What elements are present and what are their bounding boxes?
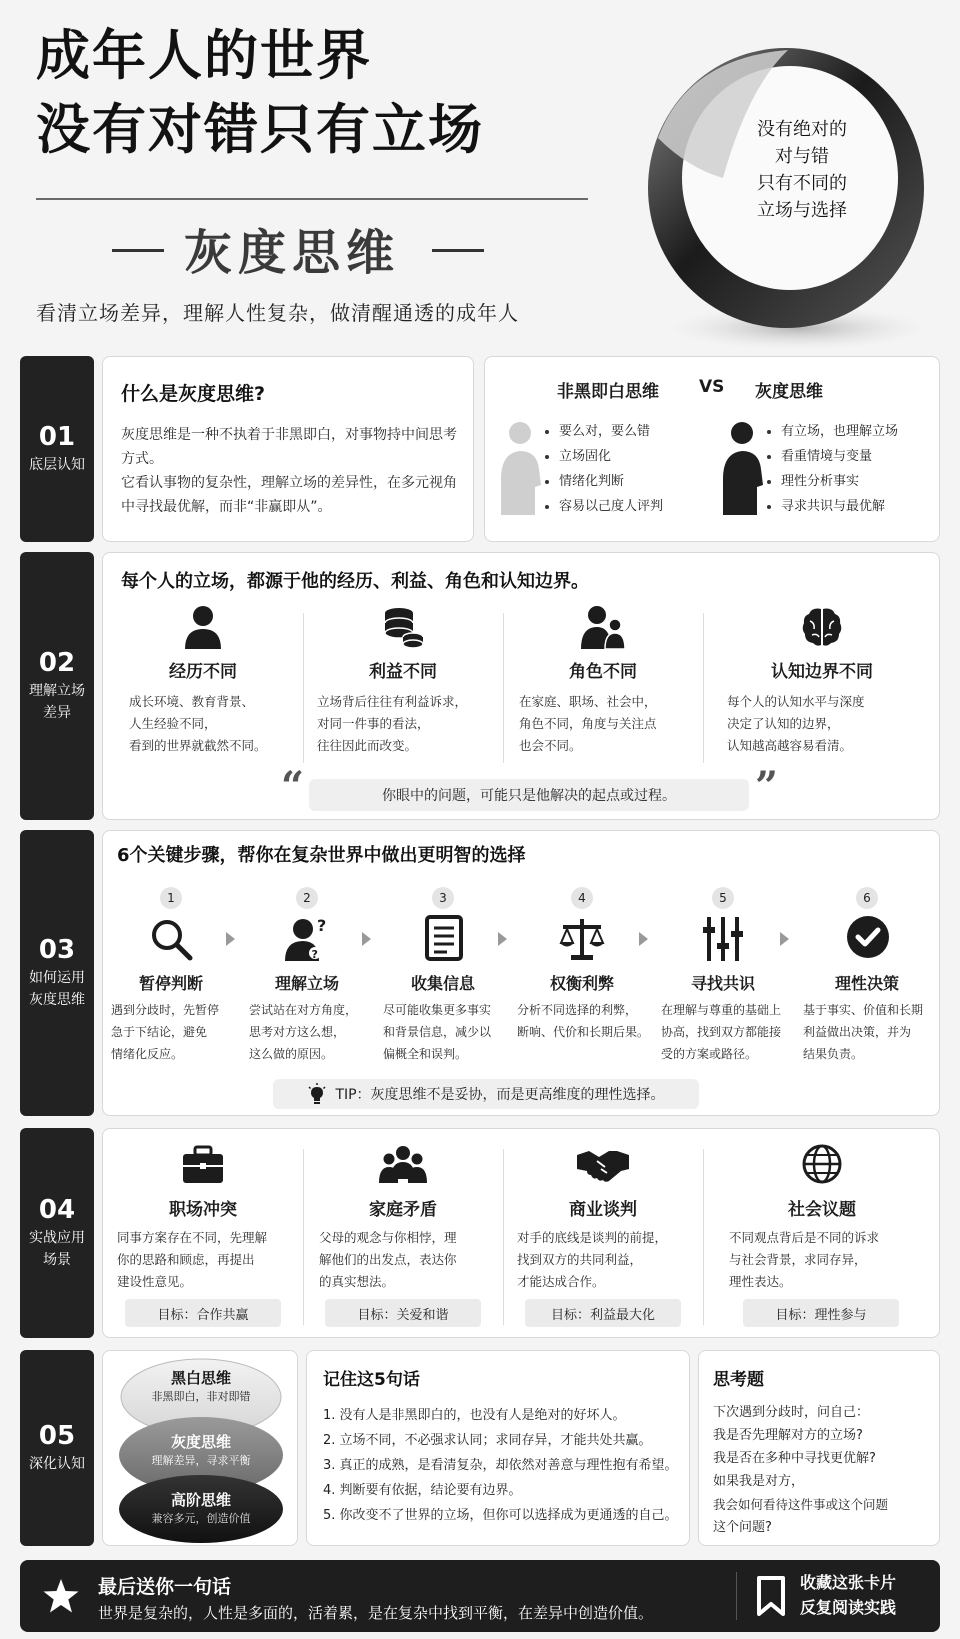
card-title: 记住这5句话 xyxy=(323,1370,420,1390)
card-title: 思考题 xyxy=(713,1370,764,1390)
reflection-questions: 下次遇到分歧时，问自己： 我是否先理解对方的立场? 我是否在多种中寻找更优解? 如果我是对方， 我会如何看待这件事或这个问题 这个问题? xyxy=(713,1405,889,1535)
step-arrow-icon xyxy=(362,932,371,946)
black-white-list xyxy=(545,419,663,519)
person-icon xyxy=(183,605,223,649)
scenario-desc: 不同观点背后是不同的诉求 与社会背景，求同存异， 理性表达。 xyxy=(729,1230,880,1289)
level-gray: 灰度思维 理解差异，寻求平衡 xyxy=(151,1433,251,1467)
list-item: 3. 真正的成熟，是看清复杂，却依然对善意与理性抱有希望。 xyxy=(323,1458,678,1473)
person-light-icon xyxy=(497,419,543,515)
reason-column xyxy=(503,605,703,765)
close-quote-icon: ” xyxy=(755,763,779,810)
bookmark-icon xyxy=(756,1576,786,1616)
thinking-levels-card xyxy=(102,1350,298,1546)
step-desc: 遇到分歧时，先暂停 急于下结论，避免 情绪化反应。 xyxy=(111,1003,220,1061)
list-item: 4. 判断要有依据，结论要有边界。 xyxy=(323,1483,522,1498)
section-name: 灰度思维 xyxy=(29,991,85,1008)
step-item xyxy=(653,887,793,1067)
list-item: 情绪化判断 xyxy=(545,469,663,494)
tip-text: TIP：灰度思维不是妥协，而是更高维度的理性选择。 xyxy=(335,1087,665,1103)
section-05-label xyxy=(20,1350,94,1546)
section-name: 场景 xyxy=(43,1251,71,1268)
scenario-title: 社会议题 xyxy=(788,1200,856,1220)
ring-quote-line: 只有不同的 xyxy=(757,173,847,194)
ring-quote-line: 立场与选择 xyxy=(757,200,847,221)
list-item: 理性分析事实 xyxy=(767,469,898,494)
list-item: 有立场，也理解立场 xyxy=(767,419,898,444)
scenario-desc: 同事方案存在不同，先理解 你的思路和顾虑，再提出 建设性意见。 xyxy=(117,1230,268,1289)
section-number: 04 xyxy=(38,1195,76,1226)
lightbulb-icon xyxy=(307,1083,327,1105)
reason-column xyxy=(303,605,503,765)
step-number: 2 xyxy=(296,887,318,909)
footer-quote: 世界是复杂的，人性是多面的，活着累，是在复杂中找到平衡，在差异中创造价值。 xyxy=(98,1604,654,1622)
section-number: 02 xyxy=(38,648,76,679)
level-black-white: 黑白思维 非黑即白，非对即错 xyxy=(151,1369,251,1403)
quote-bar: 你眼中的问题，可能只是他解决的起点或过程。 xyxy=(309,779,749,811)
handshake-icon xyxy=(577,1147,629,1183)
comparison-card xyxy=(484,356,940,542)
open-quote-icon: “ xyxy=(281,763,305,810)
reason-column xyxy=(703,605,941,765)
reason-desc: 每个人的认知水平与深度 决定了认知的边界， 认知越高越容易看清。 xyxy=(727,694,865,753)
person-question-icon xyxy=(285,917,329,961)
step-desc: 尽可能收集更多事实 和背景信息，减少以 偏概全和误判。 xyxy=(383,1003,492,1061)
vs-label: VS xyxy=(699,377,725,397)
standpoint-card xyxy=(102,552,940,820)
search-icon xyxy=(149,917,193,961)
subtitle-dash-right xyxy=(432,249,484,252)
card-title: 什么是灰度思维? xyxy=(121,383,266,405)
list-item: 5. 你改变不了世界的立场，但你可以选择成为更通透的自己。 xyxy=(323,1508,678,1523)
list-item: 2. 立场不同，不必强求认同；求同存异，才能共处共赢。 xyxy=(323,1433,652,1448)
sliders-icon xyxy=(703,917,743,961)
scenario-column xyxy=(303,1129,503,1339)
black-white-heading: 非黑即白思维 xyxy=(557,382,659,402)
step-item xyxy=(375,887,511,1067)
section-02-label xyxy=(20,552,94,820)
check-circle-icon xyxy=(846,915,890,959)
scenario-desc: 对手的底线是谈判的前提， 找到双方的共同利益， 才能达成合作。 xyxy=(517,1230,668,1289)
section-number: 03 xyxy=(38,935,76,966)
step-item xyxy=(239,887,375,1067)
gray-thinking-definition-card xyxy=(102,356,474,542)
brain-icon xyxy=(800,605,844,649)
section-name: 深化认知 xyxy=(29,1455,85,1472)
title-rule xyxy=(36,198,588,200)
subtitle-dash-left xyxy=(112,249,164,252)
section-01-label xyxy=(20,356,94,542)
footer-heading: 最后送你一句话 xyxy=(98,1576,232,1598)
reason-title: 角色不同 xyxy=(569,662,637,682)
step-desc: 基于事实、价值和长期 利益做出决策，并为 结果负责。 xyxy=(803,1003,924,1061)
gray-heading: 灰度思维 xyxy=(755,382,823,402)
section-03-label xyxy=(20,830,94,1116)
globe-icon xyxy=(801,1143,843,1185)
scenario-title: 职场冲突 xyxy=(169,1200,237,1220)
subtitle: 灰度思维 xyxy=(184,225,401,281)
step-arrow-icon xyxy=(498,932,507,946)
coins-icon xyxy=(381,605,425,649)
reason-title: 利益不同 xyxy=(369,662,437,682)
step-arrow-icon xyxy=(639,932,648,946)
definition-text-2: 它看认事物的复杂性，理解立场的差异性，在多元视角中寻找最优解，而非“非赢即从”。 xyxy=(121,475,457,515)
section-headline: 每个人的立场，都源于他的经历、利益、角色和认知边界。 xyxy=(121,571,589,592)
section-name: 理解立场 xyxy=(29,682,85,699)
briefcase-icon xyxy=(181,1145,225,1185)
list-item: 要么对，要么错 xyxy=(545,419,663,444)
step-number: 3 xyxy=(432,887,454,909)
section-name: 实战应用 xyxy=(29,1229,85,1246)
scenario-title: 家庭矛盾 xyxy=(369,1200,437,1220)
step-number: 5 xyxy=(712,887,734,909)
five-sentences-card xyxy=(306,1350,690,1546)
section-name: 底层认知 xyxy=(29,456,85,473)
step-title: 权衡利弊 xyxy=(549,974,614,993)
tagline: 看清立场差异，理解人性复杂，做清醒通透的成年人 xyxy=(36,301,519,325)
family-icon xyxy=(379,1145,427,1185)
title-line-1: 成年人的世界 xyxy=(36,24,372,87)
list-item: 立场固化 xyxy=(545,444,663,469)
step-title: 暂停判断 xyxy=(138,974,203,993)
section-04-label xyxy=(20,1128,94,1338)
footer-banner xyxy=(20,1560,940,1632)
step-arrow-icon xyxy=(780,932,789,946)
scenario-desc: 父母的观念与你相悖，理 解他们的出发点，表达你 的真实想法。 xyxy=(319,1230,457,1289)
list-item: 容易以己度人评判 xyxy=(545,494,663,519)
step-number: 6 xyxy=(856,887,878,909)
scenario-column xyxy=(103,1129,303,1339)
star-icon xyxy=(42,1578,80,1614)
reason-column xyxy=(103,605,303,765)
footer-cta xyxy=(800,1570,896,1620)
reason-title: 认知边界不同 xyxy=(771,662,873,682)
step-arrow-icon xyxy=(226,932,235,946)
cta-practice: 反复阅读实践 xyxy=(800,1598,897,1617)
step-title: 理解立场 xyxy=(274,974,339,993)
step-item xyxy=(511,887,653,1067)
svg-text:?: ? xyxy=(311,948,318,961)
steps-card xyxy=(102,830,940,1116)
document-icon xyxy=(425,915,463,961)
scenario-title: 商业谈判 xyxy=(569,1200,637,1220)
section-number: 01 xyxy=(38,422,76,453)
step-title: 理性决策 xyxy=(834,974,899,993)
level-advanced: 高阶思维 兼容多元，创造价值 xyxy=(151,1491,251,1525)
list-item: 1. 没有人是非黑即白的，也没有人是绝对的好坏人。 xyxy=(323,1408,626,1423)
step-title: 收集信息 xyxy=(410,974,475,993)
step-desc: 分析不同选择的利弊， 断响、代价和长期后果。 xyxy=(517,1003,650,1039)
step-number: 4 xyxy=(571,887,593,909)
goal-badge: 目标：关爱和谐 xyxy=(325,1299,481,1327)
list-item: 看重情境与变量 xyxy=(767,444,898,469)
scenario-column xyxy=(703,1129,941,1339)
reason-desc: 成长环境、教育背景、 人生经验不同， 看到的世界就截然不同。 xyxy=(129,694,267,753)
list-item: 寻求共识与最优解 xyxy=(767,494,898,519)
scale-icon xyxy=(559,917,605,961)
ring-quote-line: 对与错 xyxy=(775,146,829,167)
roles-icon xyxy=(579,605,627,649)
step-desc: 尝试站在对方角度， 思考对方这么想， 这么做的原因。 xyxy=(249,1003,358,1061)
reason-desc: 立场背后往往有利益诉求， 对同一件事的看法， 往往因此而改变。 xyxy=(317,694,468,753)
section-number: 05 xyxy=(38,1421,76,1452)
definition-text-1: 灰度思维是一种不执着于非黑即白，对事物持中间思考方式。 xyxy=(121,427,457,467)
ring-quote-line: 没有绝对的 xyxy=(757,119,847,140)
section-headline: 6个关键步骤，帮你在复杂世界中做出更明智的选择 xyxy=(117,845,526,866)
goal-badge: 目标：合作共赢 xyxy=(125,1299,281,1327)
goal-badge: 目标：理性参与 xyxy=(743,1299,899,1327)
section-name: 差异 xyxy=(43,704,71,721)
gray-list xyxy=(767,419,898,519)
step-desc: 在理解与尊重的基础上 协高，找到双方都能接 受的方案或路径。 xyxy=(661,1003,782,1061)
cta-save: 收藏这张卡片 xyxy=(800,1573,897,1592)
goal-badge: 目标：利益最大化 xyxy=(525,1299,681,1327)
title-line-2: 没有对错只有立场 xyxy=(36,98,484,161)
step-title: 寻找共识 xyxy=(690,974,755,993)
svg-text:?: ? xyxy=(317,917,327,935)
tip-bar xyxy=(273,1079,699,1109)
step-number: 1 xyxy=(160,887,182,909)
reason-desc: 在家庭、职场、社会中， 角色不同，角度与关注点 也会不同。 xyxy=(519,694,657,753)
sentence-list xyxy=(323,1403,683,1528)
steps-row xyxy=(103,887,941,1067)
step-item xyxy=(103,887,239,1067)
scenarios-card xyxy=(102,1128,940,1338)
reason-title: 经历不同 xyxy=(169,662,237,682)
step-item xyxy=(793,887,941,1067)
reflection-card xyxy=(698,1350,940,1546)
person-dark-icon xyxy=(719,419,765,515)
ring-quote xyxy=(722,116,882,224)
section-name: 如何运用 xyxy=(29,969,85,986)
divider xyxy=(736,1572,737,1620)
scenario-column xyxy=(503,1129,703,1339)
